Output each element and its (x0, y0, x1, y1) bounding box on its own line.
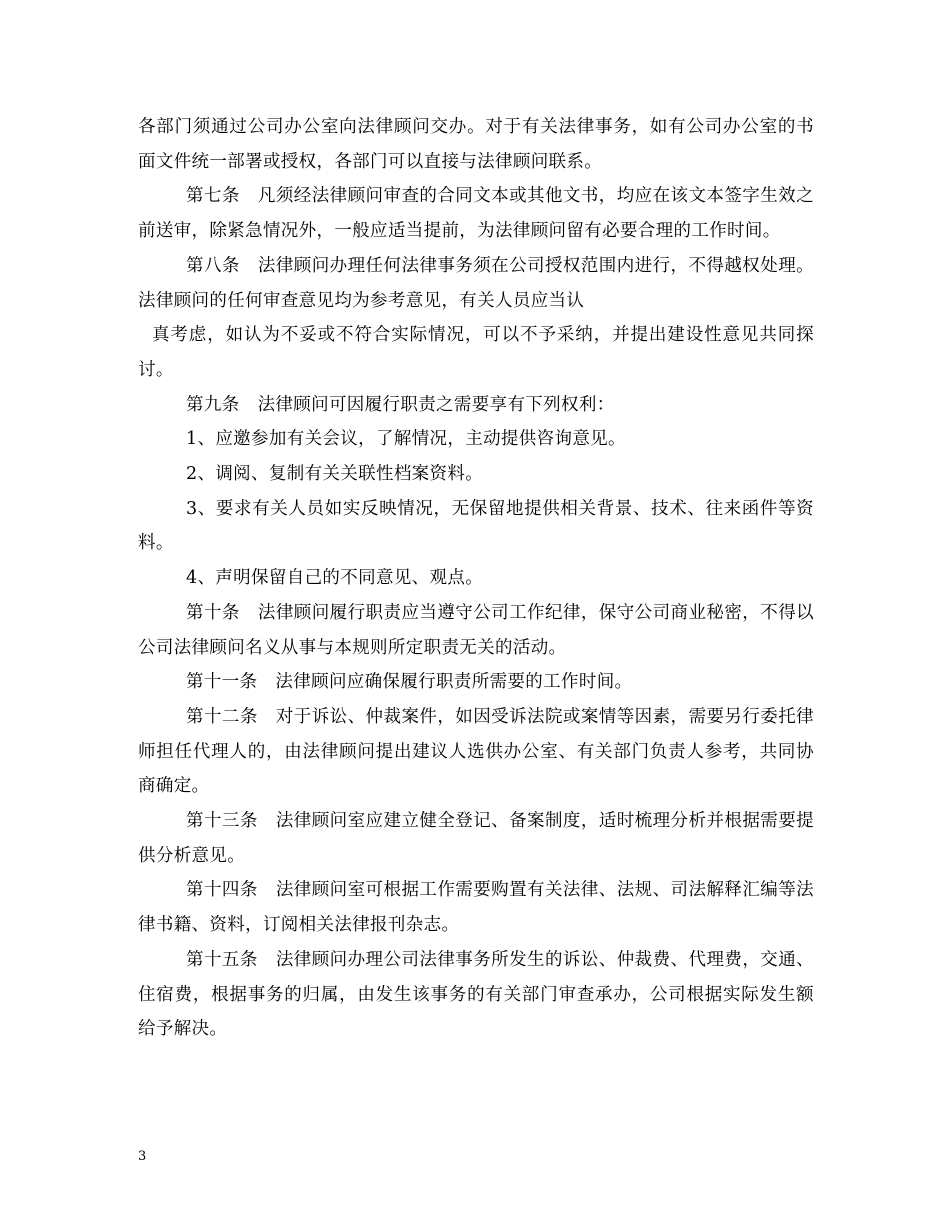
list-item-text: 3、要求有关人员如实反映情况，无保留地提供相关背景、技术、往来函件等资料。 (138, 498, 814, 554)
article-heading: 第十条 (186, 602, 240, 623)
article-14 (138, 873, 814, 942)
article-heading: 第十五条 (186, 949, 258, 970)
article-heading: 第七条 (186, 186, 240, 207)
article-heading: 第八条 (186, 255, 240, 276)
article-12 (138, 700, 814, 804)
article-text: 法律顾问办理公司法律事务所发生的诉讼、仲裁费、代理费，交通、住宿费，根据事务的归属，由发生该事务的有关部门审查承办，公司根据实际发生额给予解决。 (138, 949, 814, 1040)
article-9 (138, 388, 814, 423)
article-15 (138, 943, 814, 1047)
article-text: 对于诉讼、仲裁案件，如因受诉法院或案情等因素，需要另行委托律师担任代理人的，由法律顾问提出建议人选供办公室、有关部门负责人参考，共同协商确定。 (138, 706, 814, 797)
article-heading: 第十三条 (186, 811, 258, 832)
list-item-text: 2、调阅、复制有关关联性档案资料。 (186, 464, 484, 485)
article-11 (138, 665, 814, 700)
article-text: 法律顾问室可根据工作需要购置有关法律、法规、司法解释汇编等法律书籍、资料，订阅相关法律报刊杂志。 (138, 880, 814, 936)
list-item (138, 492, 814, 561)
list-item-text: 1、应邀参加有关会议，了解情况，主动提供咨询意见。 (186, 429, 626, 450)
paragraph-text: 各部门须通过公司办公室向法律顾问交办。对于有关法律事务，如有公司办公室的书面文件统一部署或授权，各部门可以直接与法律顾问联系。 (138, 117, 814, 172)
article-8 (138, 249, 814, 318)
page-number: 3 (138, 1149, 147, 1164)
article-heading: 第十四条 (186, 880, 258, 901)
article-heading: 第十一条 (186, 672, 258, 693)
list-item (138, 561, 814, 596)
article-text: 法律顾问履行职责应当遵守公司工作纪律，保守公司商业秘密，不得以公司法律顾问名义从事与本规则所定职责无关的活动。 (138, 602, 814, 658)
list-item (138, 422, 814, 457)
list-item-text: 4、声明保留自己的不同意见、观点。 (186, 568, 484, 589)
paragraph-continuation (138, 318, 814, 387)
article-10 (138, 596, 814, 665)
article-heading: 第十二条 (186, 706, 258, 727)
article-text: 凡须经法律顾问审查的合同文本或其他文书，均应在该文本签字生效之前送审，除紧急情况外，一般应适当提前，为法律顾问留有必要合理的工作时间。 (138, 186, 814, 242)
article-text: 法律顾问办理任何法律事务须在公司授权范围内进行，不得越权处理。法律顾问的任何审查意见均为参考意见，有关人员应当认 (138, 255, 814, 311)
article-text: 法律顾问室应建立健全登记、备案制度，适时梳理分析并根据需要提供分析意见。 (138, 811, 814, 866)
paragraph-continuation (138, 110, 814, 179)
list-item (138, 457, 814, 492)
article-heading: 第九条 (186, 394, 240, 415)
paragraph-text: 真考虑，如认为不妥或不符合实际情况，可以不予采纳，并提出建设性意见共同探讨。 (138, 325, 814, 380)
article-13 (138, 804, 814, 873)
article-text: 法律顾问可因履行职责之需要享有下列权利： (257, 394, 615, 415)
article-7 (138, 179, 814, 248)
document-body (138, 110, 814, 1047)
article-text: 法律顾问应确保履行职责所需要的工作时间。 (275, 672, 633, 693)
